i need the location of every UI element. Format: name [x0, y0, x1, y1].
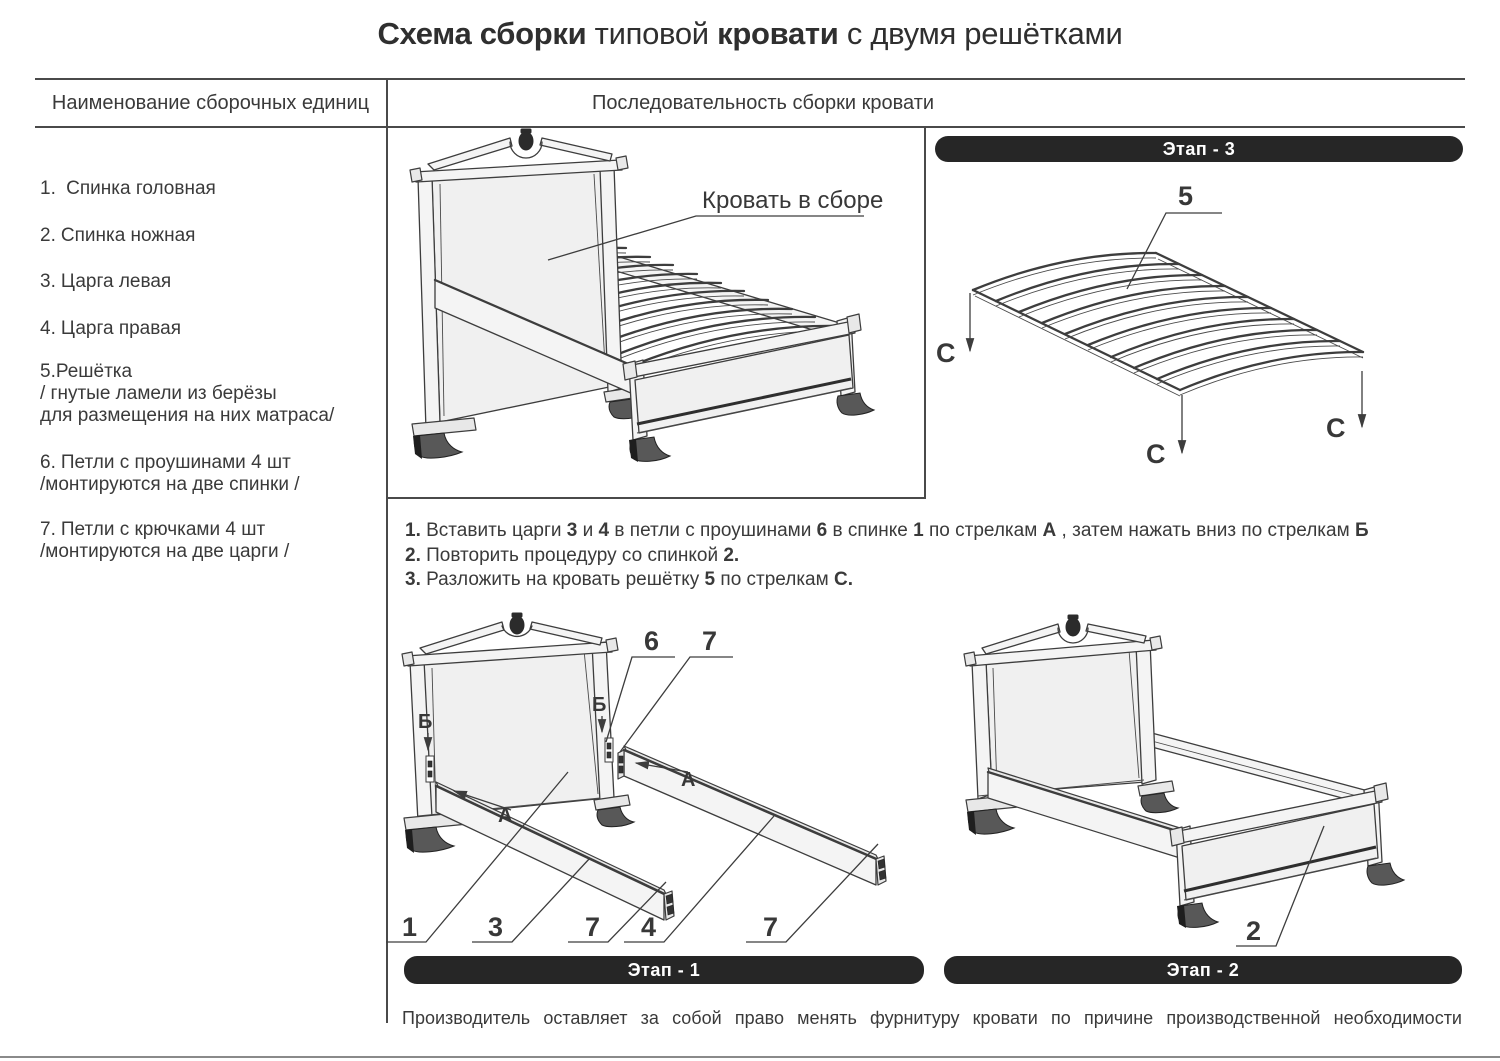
part5-label: 5: [1178, 181, 1194, 211]
top-rule: [35, 78, 1465, 80]
instruction-line-1: 1. Вставить царги 3 и 4 в петли с проушинами 6 в спинке 1 по стрелкам А , затем нажать вниз по стрелкам Б: [405, 520, 1369, 541]
arrow-c-label: С: [1146, 439, 1166, 469]
instruction-line-3: 3. Разложить на кровать решётку 5 по стрелкам С.: [405, 569, 853, 590]
part7-label: 7: [702, 626, 718, 656]
arrow-c-label: С: [1326, 413, 1346, 443]
page-bottom-rule: [0, 1056, 1500, 1058]
arrow-b-label: Б: [592, 694, 607, 716]
footboard: [623, 314, 874, 462]
arrow-b-label: Б: [418, 711, 433, 733]
parts-list-item-1: 1. Спинка головная: [40, 178, 216, 199]
stage2-drawing: [940, 610, 1500, 950]
assembled-bed-drawing: [386, 128, 926, 497]
instruction-line-2: 2. Повторить процедуру со спинкой 2.: [405, 544, 740, 566]
parts-list-item-6: 6. Петли с проушинами 4 шт /монтируются на две спинки /: [40, 452, 300, 495]
main-panel-bottom-border: [386, 497, 926, 499]
part2-label: 2: [1246, 916, 1262, 946]
parts-list-item-5: 5.Решётка / гнутые ламели из берёзы для размещения на них матраса/: [40, 361, 335, 426]
assembled-bed-caption: Кровать в сборе: [702, 187, 884, 214]
part7-label: 7: [585, 912, 601, 942]
left-column-header: Наименование сборочных единиц: [51, 92, 370, 114]
part7-label: 7: [763, 912, 779, 942]
manufacturer-note: Производитель оставляет за собой право менять фурнитуру кровати по причине производственной необходимости: [402, 1008, 1462, 1028]
part1-label: 1: [402, 912, 418, 942]
arrow-a-label: А: [681, 769, 696, 791]
footboard: [1170, 783, 1404, 928]
stage1-badge: Этап - 1: [404, 956, 924, 984]
part3-label: 3: [488, 912, 504, 942]
stage2-badge: Этап - 2: [944, 956, 1462, 984]
right-column-header: Последовательность сборки кровати: [591, 92, 935, 114]
parts-list-item-3: 3. Царга левая: [40, 271, 172, 292]
arrow-a-label: А: [498, 805, 513, 827]
assembly-instructions: [405, 519, 1475, 593]
part6-label: 6: [644, 626, 660, 656]
parts-list-item-7: 7. Петли с крючками 4 шт /монтируются на две царги /: [40, 519, 290, 562]
arrow-c-label: С: [936, 338, 956, 368]
parts-list-item-2: 2. Спинка ножная: [40, 225, 196, 246]
parts-list-item-4: 4. Царга правая: [40, 318, 181, 339]
stage1-drawing: [378, 610, 930, 950]
slat-base-drawing: [930, 163, 1500, 515]
part4-label: 4: [641, 912, 657, 942]
page-title: Схема сборки типовой кровати с двумя решётками: [377, 16, 1123, 51]
headboard: [402, 613, 634, 853]
stage3-badge: Этап - 3: [935, 136, 1463, 162]
